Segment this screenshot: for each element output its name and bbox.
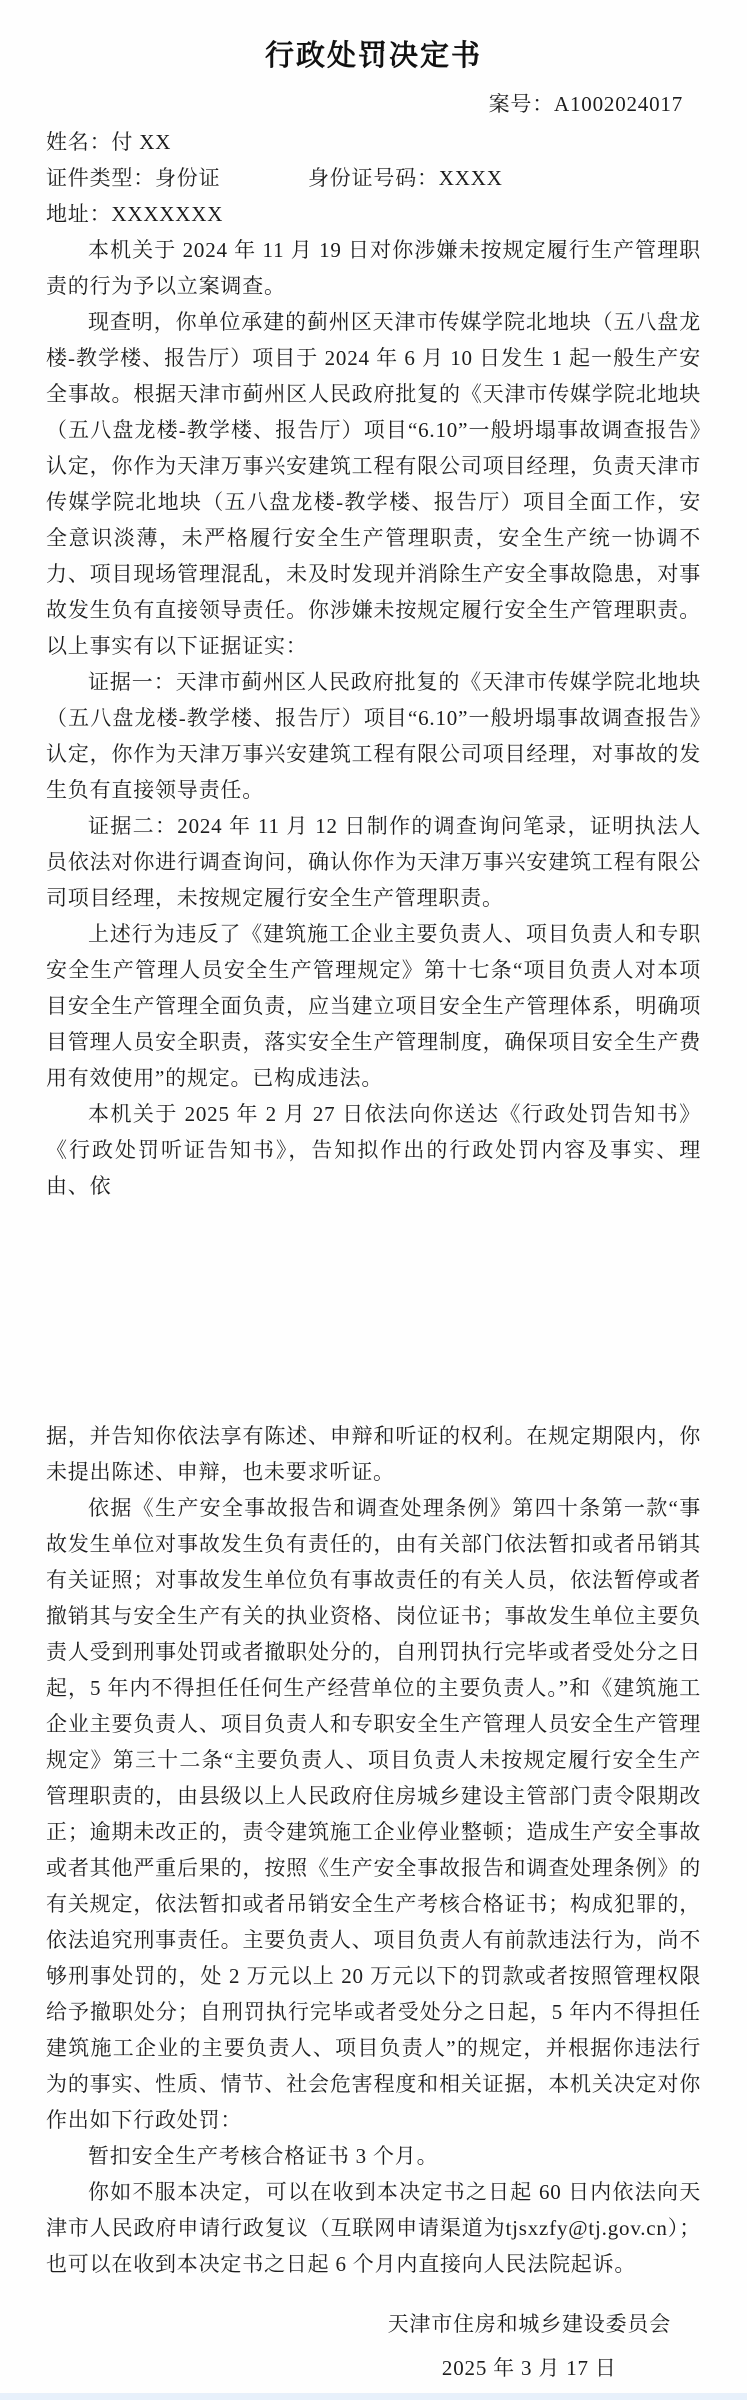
- paragraph-case-filing: 本机关于 2024 年 11 月 19 日对你涉嫌未按规定履行生产管理职责的行为予以立案调查。: [46, 238, 701, 298]
- paragraph-violation: 上述行为违反了《建筑施工企业主要负责人、项目负责人和专职安全生产管理人员安全生产管理规定》第十七条“项目负责人对本项目安全生产管理全面负责，应当建立项目安全生产管理体系，明确项目管理人员安全职责，落实安全生产管理制度，确保项目安全生产费用有效使用”的规定。已构成违法。: [46, 922, 701, 1090]
- recipient-info: [46, 124, 701, 232]
- signature-block: [46, 2302, 701, 2390]
- decision-date: 2025 年 3 月 17 日: [441, 2356, 617, 2380]
- paragraph-appeal-rights: 你如不服本决定，可以在收到本决定书之日起 60 日内依法向天津市人民政府申请行政复议（互联网申请渠道为tjsxzfy@tj.gov.cn）；也可以在收到本决定书之日起 6 个月内直接向人民法院起诉。: [46, 2180, 701, 2276]
- case-number: 案号：A1002024017: [488, 92, 683, 116]
- paragraph-findings: 现查明，你单位承建的蓟州区天津市传媒学院北地块（五八盘龙楼-教学楼、报告厅）项目于 2024 年 6 月 10 日发生 1 起一般生产安全事故。根据天津市蓟州区人民政府批复的《天津市传媒学院北地块（五八盘龙楼-教学楼、报告厅）项目“6.10”一般坍塌事故调查报告》认定，你作为天津万事兴安建筑工程有限公司项目经理，负责天津市传媒学院北地块（五八盘龙楼-教学楼、报告厅）项目全面工作，安全意识淡薄，未严格履行安全生产管理职责，安全生产统一协调不力、项目现场管理混乱，未及时发现并消除生产安全事故隐患，对事故发生负有直接领导责任。你涉嫌未按规定履行安全生产管理职责。以上事实有以下证据证实：: [46, 310, 701, 658]
- paragraph-notice-service-continued: 据，并告知你依法享有陈述、申辩和听证的权利。在规定期限内，你未提出陈述、申辩，也未要求听证。: [46, 1424, 701, 1484]
- paragraph-evidence-1: 证据一：天津市蓟州区人民政府批复的《天津市传媒学院北地块（五八盘龙楼-教学楼、报告厅）项目“6.10”一般坍塌事故调查报告》认定，你作为天津万事兴安建筑工程有限公司项目经理，对事故的发生负有直接领导责任。: [46, 670, 701, 802]
- bottom-edge-tint: [0, 2393, 747, 2400]
- recipient-address: 地址：XXXXXXX: [46, 202, 224, 226]
- paragraph-evidence-2: 证据二：2024 年 11 月 12 日制作的调查询问笔录，证明执法人员依法对你进行调查询问，确认你作为天津万事兴安建筑工程有限公司项目经理，未按规定履行安全生产管理职责。: [46, 814, 701, 910]
- paragraph-notice-service: 本机关于 2025 年 2 月 27 日依法向你送达《行政处罚告知书》《行政处罚听证告知书》，告知拟作出的行政处罚内容及事实、理由、依: [46, 1102, 701, 1198]
- page-break-gap: [46, 1204, 701, 1418]
- document-title: 行政处罚决定书: [264, 40, 482, 72]
- recipient-id-type: 证件类型：身份证: [46, 166, 221, 190]
- paragraph-legal-basis: 依据《生产安全事故报告和调查处理条例》第四十条第一款“事故发生单位对事故发生负有责任的，由有关部门依法暂扣或者吊销其有关证照；对事故发生单位负有事故责任的有关人员，依法暂停或者撤销其与安全生产有关的执业资格、岗位证书；事故发生单位主要负责人受到刑事处罚或者撤职处分的，自刑罚执行完毕或者受处分之日起，5 年内不得担任任何生产经营单位的主要负责人。”和《建筑施工企业主要负责人、项目负责人和专职安全生产管理人员安全生产管理规定》第三十二条“主要负责人、项目负责人未按规定履行安全生产管理职责的，由县级以上人民政府住房城乡建设主管部门责令限期改正；逾期未改正的，责令建筑施工企业停业整顿；造成生产安全事故或者其他严重后果的，按照《生产安全事故报告和调查处理条例》的有关规定，依法暂扣或者吊销安全生产考核合格证书；构成犯罪的，依法追究刑事责任。主要负责人、项目负责人有前款违法行为，尚不够刑事处罚的，处 2 万元以上 20 万元以下的罚款或者按照管理权限给予撤职处分；自刑罚执行完毕或者受处分之日起，5 年内不得担任建筑施工企业的主要负责人、项目负责人”的规定，并根据你违法行为的事实、性质、情节、社会危害程度和相关证据，本机关决定对你作出如下行政处罚：: [46, 1496, 701, 2132]
- issuing-authority: 天津市住房和城乡建设委员会: [387, 2312, 671, 2336]
- recipient-id-number: 身份证号码：XXXX: [308, 166, 503, 190]
- recipient-name: 姓名：付 XX: [46, 130, 172, 154]
- paragraph-penalty-decision: 暂扣安全生产考核合格证书 3 个月。: [88, 2144, 439, 2168]
- signature-inner: [388, 2302, 671, 2390]
- recipient-id-line: [46, 160, 701, 196]
